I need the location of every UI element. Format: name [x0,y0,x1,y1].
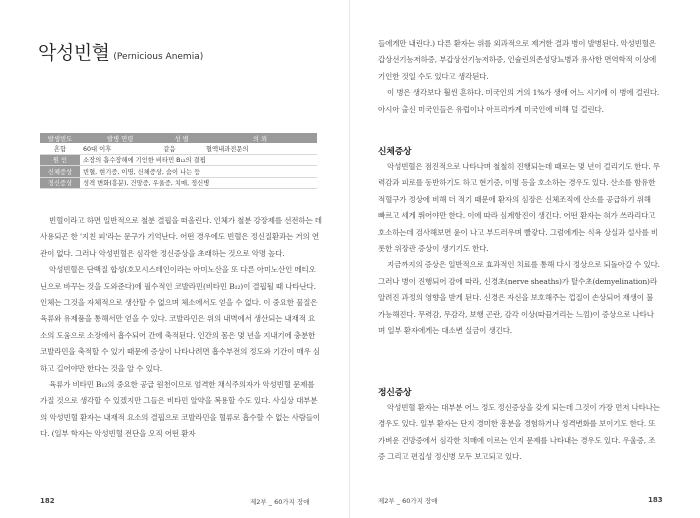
right-footer [378,496,663,505]
cell-sex: 같음 [160,143,203,154]
left-body-text [40,213,322,443]
row-value-cause: 소장의 흡수장해에 기인한 비타민 B₁₂의 결핍 [80,154,317,166]
paragraph: 악성빈혈은 단백질 합성(호모시스테인이라는 아미노산을 또 다른 아미노산인 메티오닌으로 바꾸는 것을 도와준다)에 필수적인 코발라민(비타민 B₁₂)이 결핍될 때 나타난다. 인체는 그것을 자체적으로 생산할 수 없으며 체소에서도 얻을 수 없다. 이 중요한 물질은 육류와 유제품을 통해서만 얻을 수 있다. 코발라민은 위의 내벽에서 생산되는 내재적 요소의 도움으로 소장에서 흡수되어 간에 축적된다. 인간의 몸은 몇 년을 지내기에 충분한 코발라민을 축적할 수 있기 때문에 증상이 나타나려면 흡수부전의 정도와 기간이 매우 심하고 길어야만 한다는 것을 알 수 있다. [40,265,320,373]
physical-symptoms-section [378,146,660,339]
paragraph: 악성빈혈은 점진적으로 나타나며 철철히 진행되는데 때로는 몇 년이 걸리기도 한다. 무력감과 피로를 동반하기도 하고 현기증, 이명 등을 호소하는 경우도 있다. 산소를 함유한 적혈구가 정상에 비해 더 적기 때문에 환자의 심장은 신체조직에 산소를 공급하기 위해 빠르고 세게 뛰어야만 한다. 이에 따라 심계항진이 생긴다. 어떤 환자는 혀가 쓰라리다고 호소하는데 검사해보면 윤이 나고 부드러우며 빨갛다. 그럼에게는 식욕 상실과 설사를 비롯한 위장관 증상이 생기기도 한다. [378,162,660,254]
table-row [40,177,317,189]
header-referral: 의 뢰 [203,133,317,143]
table-row [40,166,317,178]
paragraph: 들에게만 내린다.) 다른 환자는 위를 외과적으로 제거한 결과 병이 발병된다. 악성빈혈은 갑상선기능저하증, 부갑상선기능저하증, 인슐린의존성당뇨병과 유사한 면역학적 이상에 기인한 것일 수도 있다고 생각된다. [378,39,657,81]
paragraph: 빈혈이라고 하면 일반적으로 철분 결핍을 떠올린다. 인체가 철분 강장제를 선전하는 데 사용되곤 한 '지친 피'라는 문구가 기억난다. 어떤 경우에도 빈혈은 정신질환과는 거의 연관이 없다. 그러나 악성빈혈은 심각한 정신증상을 초래하는 것으로 악명 높다. [40,216,322,258]
right-page [350,0,700,518]
paragraph: 악성빈혈 환자는 대부분 어느 정도 정신증상을 갖게 되는데 그것이 가장 먼저 나타나는 경우도 있다. 일부 환자는 단지 경미한 흥분을 경험하거나 성격변화를 보이기도 한다. 또 가벼운 건망증에서 심각한 치매에 이르는 인지 문제를 나타내는 경우도 있다. 우울증, 조증 그리고 편집성 정신병 모두 보고되고 있다. [378,403,660,462]
row-label-mental: 정신증상 [40,177,80,189]
right-intro-text [378,36,660,118]
table-row [40,154,317,166]
running-title: 제2부 _ 60가지 장애 [378,497,438,505]
section-heading: 신체증상 [378,147,412,157]
paragraph: 지금까지의 증상은 일반적으로 효과적인 치료를 통해 다시 정상으로 되돌아갈 수 있다. 그러나 병이 진행되어 감에 따라, 신경초(nerve sheaths)가 탈수초(demyelination)라 알려진 과정의 영향을 받게 된다. 신경은 자신을 보호해주는 껍질이 손상되어 재생이 불가능해진다. 무력감, 무감각, 보행 곤란, 감각 이상(따끔거리는 느낌)이 증상으로 나타나며 일부 환자에게는 대소변 실금이 생긴다. [378,260,660,336]
row-label-physical: 신체증상 [40,166,80,178]
summary-table [40,133,317,189]
cell-onset-age: 60대 이후 [80,143,160,154]
paragraph: 이 병은 생각보다 훨씬 흔하다. 미국인의 거의 1%가 생애 어느 시기에 이 병에 걸린다. 아시아 출신 미국인들은 유럽이나 아프리카계 미국인에 비해 덜 걸린다. [378,88,660,114]
header-sex: 성 별 [160,133,203,143]
title-korean: 악성빈혈 [38,42,110,64]
mental-symptoms-section [378,387,660,466]
cell-frequency: 흔함 [40,143,80,154]
section-heading: 정신증상 [378,388,412,398]
table-row [40,143,317,154]
running-title: 제2부 _ 60가지 장애 [250,498,310,506]
page-number: 182 [40,497,55,505]
left-footer [40,497,322,505]
row-value-mental: 성격 변화(흥분), 건망증, 우울증, 치매, 정신병 [80,177,317,189]
row-label-cause: 원 인 [40,154,80,166]
paragraph: 육류가 비타민 B₁₂의 중요한 공급 원천이므로 엄격한 채식주의자가 악성빈혈 문제를 가질 것으로 생각할 수 있겠지만 그들은 비타민 알약을 복용할 수도 있다. 사실상 대부분의 악성빈혈 환자는 내재적 요소의 결핍으로 코발라민을 혈류로 흡수할 수 없는 사람들이다. (일부 학자는 악성빈혈 전단을 오직 어떤 환자 [40,380,320,439]
header-onset-age: 발병 연령 [80,133,160,143]
chapter-title [38,38,203,65]
header-frequency: 발생빈도 [40,133,80,143]
title-english: (Pernicious Anemia) [113,52,204,62]
page-number: 183 [648,496,663,504]
row-value-physical: 빈혈, 현기증, 이명, 신체증상, 숨이 나는 등 [80,166,317,178]
cell-referral: 혈액내과전문의 [203,143,317,154]
table-header-row [40,133,317,143]
